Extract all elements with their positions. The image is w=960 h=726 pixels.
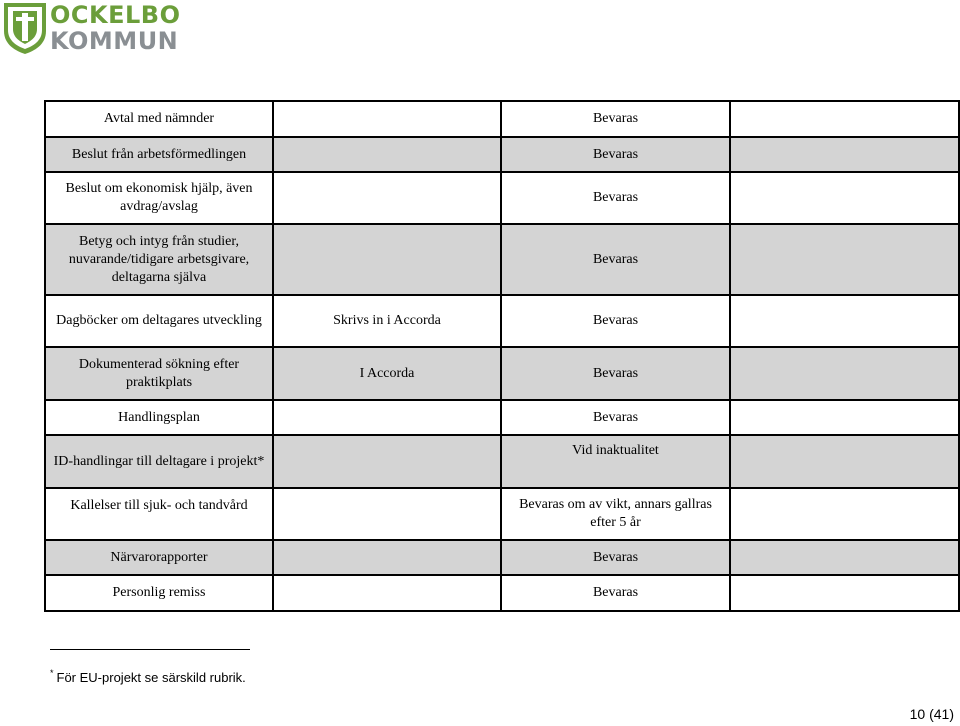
ockelbo-logo — [0, 0, 181, 56]
document-type-cell: Handlingsplan — [45, 400, 273, 435]
system-cell — [273, 101, 501, 137]
document-type-cell: Dagböcker om deltagares utveckling — [45, 295, 273, 347]
note-cell — [730, 435, 959, 488]
retention-cell: Bevaras om av vikt, annars gallras efter 5 år — [501, 488, 730, 540]
note-cell — [730, 172, 959, 224]
table-row — [45, 172, 959, 224]
retention-cell: Bevaras — [501, 295, 730, 347]
logo-line-2: KOMMUN — [50, 27, 179, 55]
retention-cell: Bevaras — [501, 172, 730, 224]
system-cell — [273, 172, 501, 224]
retention-cell: Bevaras — [501, 101, 730, 137]
note-cell — [730, 295, 959, 347]
system-cell — [273, 435, 501, 488]
table-row — [45, 575, 959, 611]
footnote-text: För EU-projekt se särskild rubrik. — [56, 670, 246, 685]
retention-cell: Bevaras — [501, 540, 730, 575]
retention-cell: Vid inaktualitet — [501, 435, 730, 488]
retention-cell: Bevaras — [501, 137, 730, 172]
table-row — [45, 400, 959, 435]
shield-emblem-icon — [2, 1, 48, 55]
document-type-cell: Dokumenterad sökning efter praktikplats — [45, 347, 273, 400]
table-row — [45, 540, 959, 575]
table-row — [45, 224, 959, 295]
page-number: 10 (41) — [909, 706, 954, 722]
table-row — [45, 488, 959, 540]
document-type-cell: Avtal med nämnder — [45, 101, 273, 137]
table-row — [45, 101, 959, 137]
document-type-cell: Beslut om ekonomisk hjälp, även avdrag/avslag — [45, 172, 273, 224]
document-type-cell: Personlig remiss — [45, 575, 273, 611]
note-cell — [730, 224, 959, 295]
table-row — [45, 435, 959, 488]
retention-cell: Bevaras — [501, 224, 730, 295]
document-type-cell: Betyg och intyg från studier, nuvarande/tidigare arbetsgivare, deltagarna själva — [45, 224, 273, 295]
records-table — [44, 100, 960, 612]
system-cell — [273, 540, 501, 575]
system-cell: I Accorda — [273, 347, 501, 400]
note-cell — [730, 488, 959, 540]
system-cell — [273, 137, 501, 172]
system-cell — [273, 575, 501, 611]
logo-line-1: OCKELBO — [50, 1, 181, 29]
system-cell — [273, 488, 501, 540]
table-row — [45, 347, 959, 400]
table-row — [45, 295, 959, 347]
footnote-separator — [50, 649, 250, 650]
note-cell — [730, 575, 959, 611]
system-cell — [273, 400, 501, 435]
footnote — [50, 664, 246, 687]
footnote-marker: * — [50, 668, 54, 678]
note-cell — [730, 137, 959, 172]
document-type-cell: Beslut från arbetsförmedlingen — [45, 137, 273, 172]
document-type-cell: ID-handlingar till deltagare i projekt* — [45, 435, 273, 488]
retention-cell: Bevaras — [501, 400, 730, 435]
system-cell — [273, 224, 501, 295]
note-cell — [730, 540, 959, 575]
note-cell — [730, 101, 959, 137]
document-type-cell: Närvarorapporter — [45, 540, 273, 575]
table-row — [45, 137, 959, 172]
note-cell — [730, 400, 959, 435]
retention-cell: Bevaras — [501, 575, 730, 611]
document-type-cell: Kallelser till sjuk- och tandvård — [45, 488, 273, 540]
system-cell: Skrivs in i Accorda — [273, 295, 501, 347]
note-cell — [730, 347, 959, 400]
retention-cell: Bevaras — [501, 347, 730, 400]
